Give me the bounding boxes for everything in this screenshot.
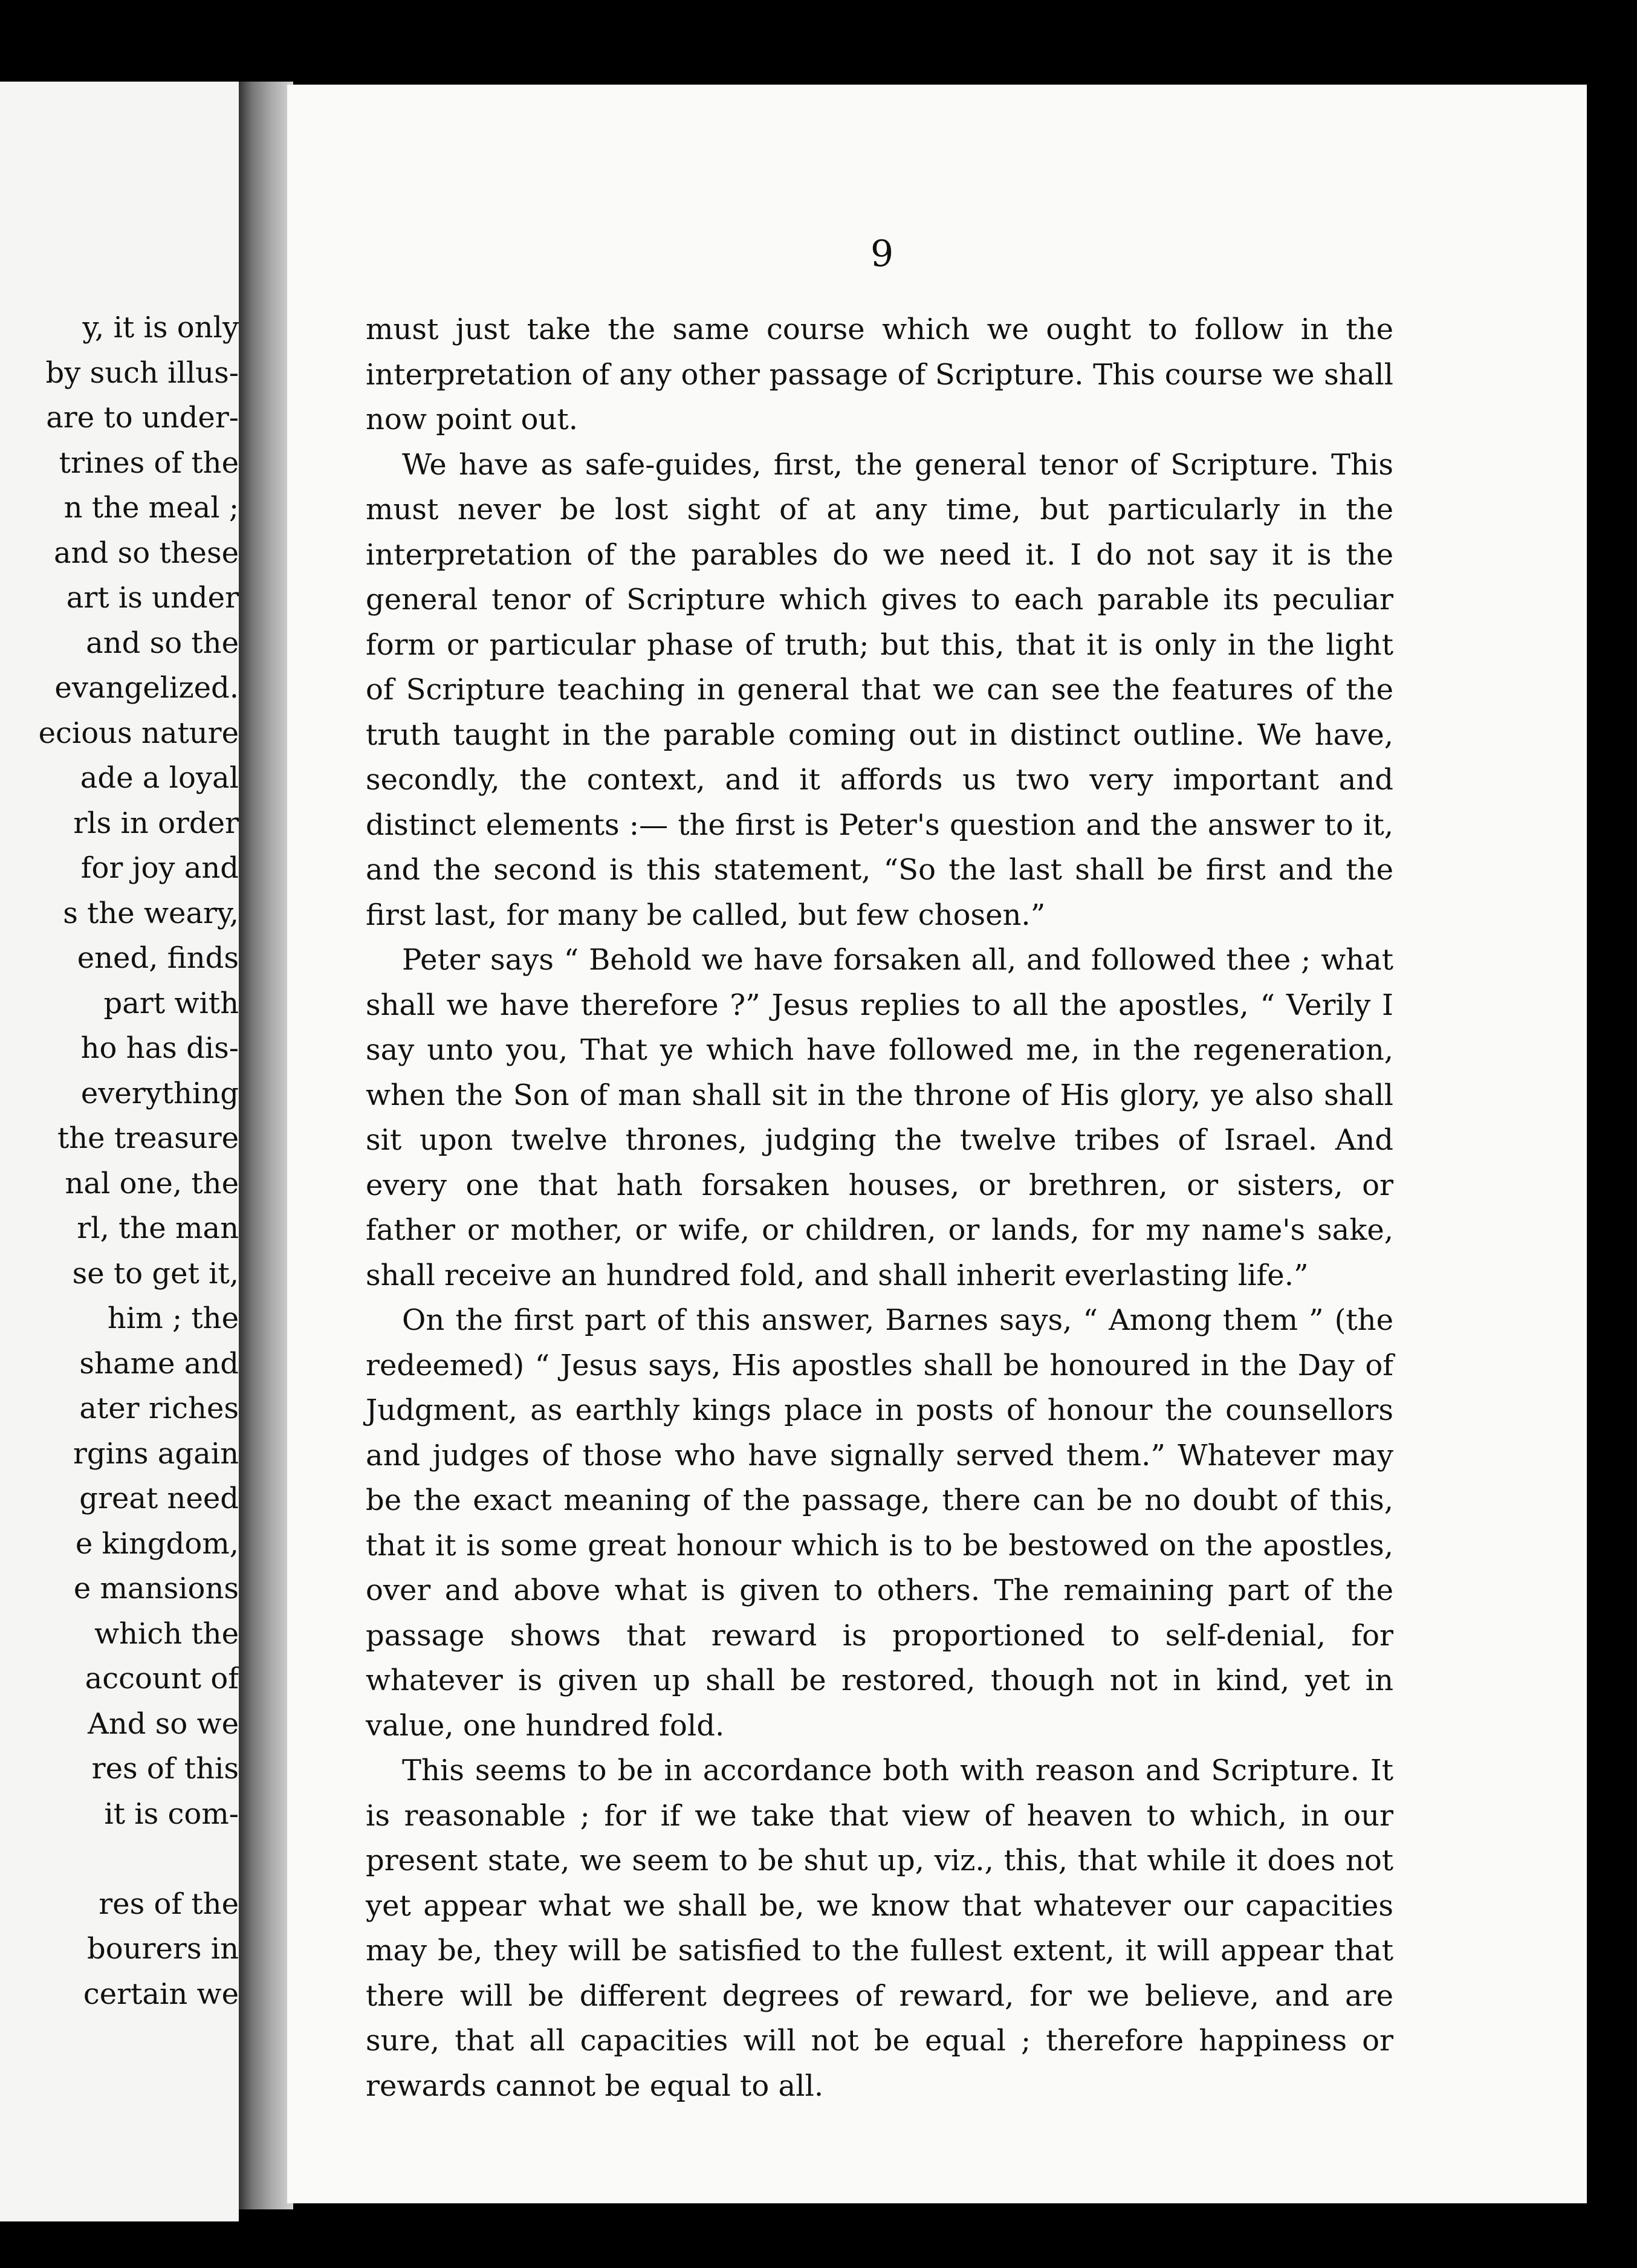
- left-page-line: And so we: [88, 1706, 239, 1741]
- left-page-line: and so these: [54, 536, 239, 570]
- left-page-line: him ; the: [107, 1301, 239, 1335]
- paragraph: We have as safe-guides, first, the general tenor of Scripture. This must never be lost sight of at any time, but particularly in the interpretation of the parables do we need it. I do not say it is the general tenor of Scripture which gives to each parable its peculiar form or particular phase of truth; but this, that it is only in the light of Scripture teaching in general that we can see the features of the truth taught in the parable coming out in distinct outline. We have, secondly, the context, and it affords us two very important and distinct elements :— the first is Peter's question and the answer to it, and the second is this statement, “So the last shall be first and the first last, for many be called, but few chosen.”: [366, 447, 1393, 932]
- left-page-line: which the: [94, 1616, 239, 1651]
- left-page-line: evangelized.: [54, 671, 239, 705]
- left-page-line: res of the: [99, 1887, 239, 1921]
- left-page-line: ho has dis-: [80, 1031, 239, 1065]
- left-page-line: shame and: [79, 1346, 239, 1381]
- left-page-line: e kingdom,: [75, 1526, 239, 1561]
- left-page-line: e mansions: [73, 1572, 239, 1605]
- left-page-line: account of: [85, 1662, 239, 1696]
- left-page-line: ade a loyal: [80, 761, 239, 795]
- left-page-line: rl, the man: [77, 1211, 239, 1245]
- body-text: [366, 307, 1393, 2108]
- left-page-line: for joy and: [80, 851, 239, 885]
- left-page-line: trines of the: [59, 446, 239, 480]
- left-page-line: s the weary,: [63, 896, 239, 930]
- left-page-line: and so the: [86, 626, 239, 660]
- left-page-line: nal one, the: [65, 1166, 239, 1200]
- left-page-text: [0, 305, 239, 2017]
- book-gutter: [239, 82, 293, 2209]
- paragraph: On the first part of this answer, Barnes says, “ Among them ” (the redeemed) “ Jesus says, His apostles shall be honoured in the Day of Judgment, as earthly kings place in posts of honour the counsellors and judges of those who have signally served them.” Whatever may be the exact meaning of the passage, there can be no doubt of this, that it is some great honour which is to be bestowed on the apostles, over and above what is given to others. The remaining part of the passage shows that reward is proportioned to self-denial, for whatever is given up shall be restored, though not in kind, yet in value, one hundred fold.: [366, 1303, 1393, 1743]
- left-page-line: great need: [79, 1482, 239, 1515]
- page-number: 9: [870, 233, 894, 275]
- paragraph: Peter says “ Behold we have forsaken all, and followed thee ; what shall we have therefore ?” Jesus replies to all the apostles, “ Verily I say unto you, That ye which have followed me, in the regeneration, when the Son of man shall sit in the throne of His glory, ye also shall sit upon twelve thrones, judging the twelve tribes of Israel. And every one that hath forsaken houses, or brethren, or sisters, or father or mother, or wife, or children, or lands, for my name's sake, shall receive an hundred fold, and shall inherit everlasting life.”: [366, 943, 1393, 1292]
- left-page: [0, 82, 239, 2221]
- left-page-line: certain we: [83, 1977, 239, 2011]
- paragraph: This seems to be in accordance both with reason and Scripture. It is reasonable ; for if we take that view of heaven to which, in our present state, we seem to be shut up, viz., this, that while it does not yet appear what we shall be, we know that whatever our capacities may be, they will be satisfied to the fullest extent, it will appear that there will be different degrees of reward, for we believe, and are sure, that all capacities will not be equal ; therefore happiness or rewards cannot be equal to all.: [366, 1754, 1393, 2103]
- left-page-line: ater riches: [79, 1392, 239, 1425]
- left-page-line: by such illus-: [45, 355, 239, 390]
- left-page-line: art is under: [66, 581, 239, 615]
- paragraph: must just take the same course which we ought to follow in the interpretation of any other passage of Scripture. This course we shall now point out.: [366, 313, 1393, 436]
- left-page-line: res of this: [91, 1752, 239, 1786]
- left-page-line: rls in order: [73, 806, 239, 840]
- left-page-line: y, it is only: [82, 311, 239, 345]
- left-page-line: everything: [80, 1076, 239, 1110]
- left-page-line: it is com-: [104, 1797, 239, 1831]
- left-page-line: the treasure: [57, 1121, 239, 1155]
- left-page-line: bourers in: [87, 1932, 239, 1966]
- left-page-line: are to under-: [46, 401, 239, 435]
- left-page-line: n the meal ;: [63, 491, 239, 525]
- right-page: [287, 85, 1587, 2203]
- left-page-line: se to get it,: [72, 1256, 239, 1291]
- left-page-line: [0, 1836, 239, 1882]
- left-page-line: rgins again: [73, 1436, 239, 1471]
- left-page-line: ened, finds: [77, 941, 239, 975]
- left-page-line: ecious nature: [38, 716, 239, 750]
- left-page-line: part with: [103, 986, 239, 1020]
